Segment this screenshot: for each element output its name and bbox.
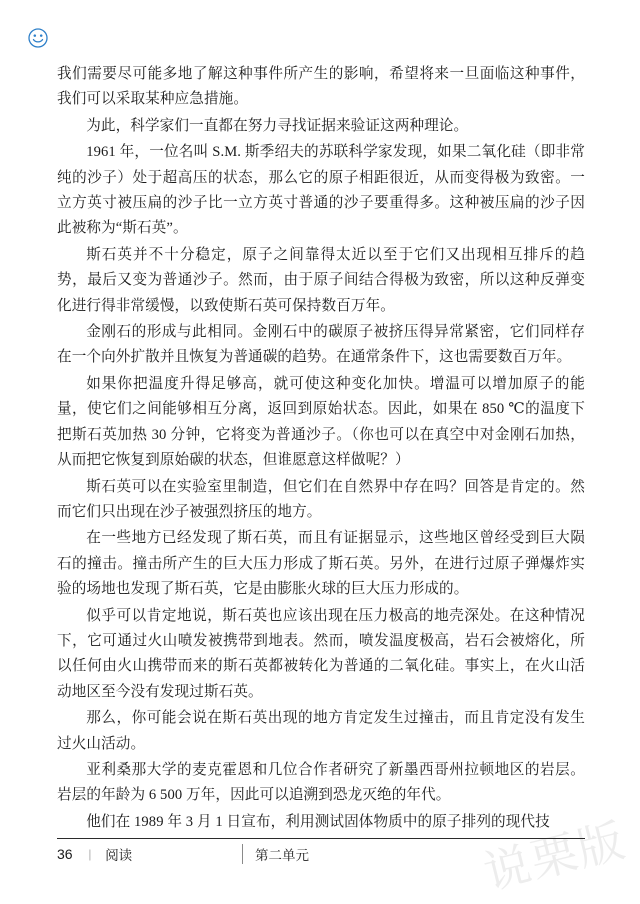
smiley-face-icon <box>28 28 48 48</box>
paragraph: 他们在 1989 年 3 月 1 日宣布，利用测试固体物质中的原子排列的现代技 <box>86 813 550 830</box>
page-number: 36 <box>57 846 73 862</box>
paragraph: 1961 年，一位名叫 S.M. 斯季绍夫的苏联科学家发现，如果二氧化硅（即非常纯的沙子）处于超高压的状态，那么它的原子相距很近，从而变得极为致密。一立方英寸被压扁的沙子比一立方英寸普通的沙子要重得多。这种被压扁的沙子因此被称为“斯石英”。 <box>57 144 585 237</box>
footer-separator: | <box>88 846 92 861</box>
paragraph: 金刚石的形成与此相同。金刚石中的碳原子被挤压得异常紧密，它们同样存在一个向外扩散并且恢复为普通碳的趋势。在通常条件下，这也需要数百万年。 <box>57 324 585 366</box>
paragraph: 似乎可以肯定地说，斯石英也应该出现在压力极高的地壳深处。在这种情况下，它可通过火山喷发被携带到地表。然而，喷发温度极高，岩石会被熔化，所以任何由火山携带而来的斯石英都被转化为普通的二氧化硅。事实上，在火山活动地区至今没有发现过斯石英。 <box>57 607 585 700</box>
paragraph: 亚利桑那大学的麦克霍恩和几位合作者研究了新墨西哥州拉顿地区的岩层。岩层的年龄为 6 500 万年，因此可以追溯到恐龙灭绝的年代。 <box>57 761 585 804</box>
paragraph: 斯石英并不十分稳定，原子之间靠得太近以至于它们又出现相互排斥的趋势，最后又变为普通沙子。然而，由于原子间结合得极为致密，所以这种反弹变化进行得非常缓慢，以致使斯石英可保持数百万年。 <box>57 246 585 314</box>
watermark: 说栗版 <box>478 813 632 899</box>
paragraph: 在一些地方已经发现了斯石英，而且有证据显示，这些地区曾经受到巨大陨石的撞击。撞击所产生的巨大压力形成了斯石英。另外，在进行过原子弹爆炸实验的场地也发现了斯石英，它是由膨胀火球的巨大压力形成的。 <box>57 530 585 598</box>
body-text <box>57 62 585 836</box>
paragraph: 斯石英可以在实验室里制造，但它们在自然界中存在吗？回答是肯定的。然而它们只出现在沙子被强烈挤压的地方。 <box>57 478 585 520</box>
footer-unit-label: 第二单元 <box>242 844 309 864</box>
page-footer <box>57 838 585 864</box>
paragraph: 如果你把温度升得足够高，就可使这种变化加快。增温可以增加原子的能量，使它们之间能够相互分离，返回到原始状态。因此，如果在 850 ℃的温度下把斯石英加热 30 分钟，它将变为普通沙子。（你也可以在真空中对金刚石加热，从而把它恢复到原始碳的状态，但谁愿意这样做呢？） <box>57 375 585 469</box>
paragraph: 为此，科学家们一直都在努力寻找证据来验证这两种理论。 <box>86 117 469 134</box>
footer-divider <box>57 838 585 839</box>
paragraph: 我们需要尽可能多地了解这种事件所产生的影响，希望将来一旦面临这种事件，我们可以采取某种应急措施。 <box>57 66 585 108</box>
paragraph: 那么，你可能会说在斯石英出现的地方肯定发生过撞击，而且肯定没有发生过火山活动。 <box>57 710 585 752</box>
footer-section-label: 阅读 <box>105 848 133 863</box>
